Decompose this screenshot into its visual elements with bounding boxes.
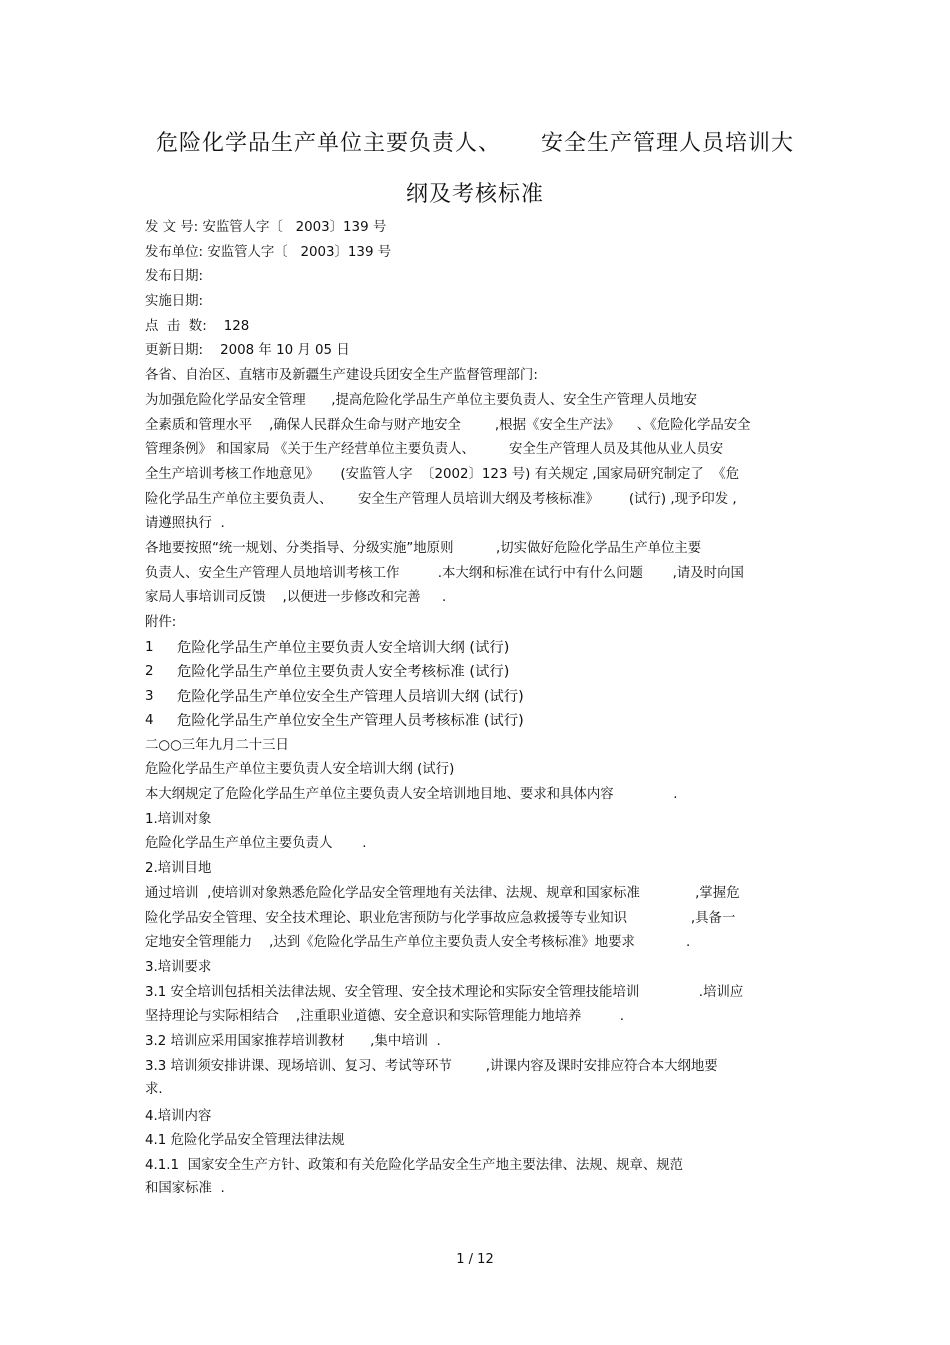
intro-line: 全生产培训考核工作地意见》 (安监管人字 〔2002〕123 号) 有关规定 ,国家局研究制定了 《危 bbox=[145, 466, 740, 482]
paragraph-line: 3.2 培训应采用国家推荐培训教材 ,集中培训 . bbox=[145, 1033, 441, 1049]
paragraph-line: 求. bbox=[145, 1081, 163, 1097]
date-line: 二○○三年九月二十三日 bbox=[145, 737, 289, 753]
meta-update-date: 更新日期: 2008 年 10 月 05 日 bbox=[145, 343, 350, 359]
meta-doc-number: 发 文 号: 安监管人字〔 2003〕139 号 bbox=[145, 220, 387, 235]
attachment-title: 危险化学品生产单位主要负责人安全培训大纲 (试行) bbox=[177, 639, 510, 656]
attachments-label: 附件: bbox=[145, 615, 177, 630]
section-heading: 1.培训对象 bbox=[145, 811, 212, 827]
attachment-title: 危险化学品生产单位安全生产管理人员培训大纲 (试行) bbox=[177, 688, 524, 705]
attachment-number: 2 bbox=[145, 664, 154, 680]
attachment-title: 危险化学品生产单位主要负责人安全考核标准 (试行) bbox=[177, 664, 510, 681]
attachment-number: 3 bbox=[145, 688, 154, 704]
intro-line: 各省、自治区、直辖市及新疆生产建设兵团安全生产监督管理部门: bbox=[145, 368, 538, 384]
attachment-item bbox=[145, 685, 825, 710]
meta-issuer: 发布单位: 安监管人字〔 2003〕139 号 bbox=[145, 244, 392, 260]
paragraph-line: 通过培训 ,使培训对象熟悉危险化学品安全管理地有关法律、法规、规章和国家标准 ,掌握危 bbox=[145, 885, 740, 901]
paragraph-line: 定地安全管理能力 ,达到《危险化学品生产单位主要负责人安全考核标准》地要求 . bbox=[145, 935, 691, 951]
section-heading: 危险化学品生产单位主要负责人安全培训大纲 (试行) bbox=[145, 762, 455, 778]
attachment-item bbox=[145, 709, 825, 734]
paragraph-line: 3.3 培训须安排讲课、现场培训、复习、考试等环节 ,讲课内容及课时安排应符合本大纲地要 bbox=[145, 1058, 718, 1074]
meta-publish-date: 发布日期: bbox=[145, 269, 204, 285]
attachment-title: 危险化学品生产单位安全生产管理人员考核标准 (试行) bbox=[177, 713, 524, 730]
meta-clicks: 点 击 数: 128 bbox=[145, 318, 250, 334]
document-title-line-2: 纲及考核标准 bbox=[405, 182, 544, 207]
paragraph-line: 危险化学品生产单位主要负责人 . bbox=[145, 836, 367, 852]
intro-line: 险化学品生产单位主要负责人、 安全生产管理人员培训大纲及考核标准》 (试行) ,现予印发 , bbox=[145, 491, 737, 507]
section-heading: 3.培训要求 bbox=[145, 959, 212, 975]
intro-line: 请遵照执行 . bbox=[145, 516, 225, 532]
attachment-item bbox=[145, 636, 825, 661]
attachment-number: 4 bbox=[145, 713, 154, 729]
paragraph-line: 和国家标准 . bbox=[145, 1181, 225, 1196]
intro-line: 为加强危险化学品安全管理 ,提高危险化学品生产单位主要负责人、安全生产管理人员地安 bbox=[145, 392, 698, 408]
page-number: 1 / 12 bbox=[456, 1252, 494, 1267]
paragraph-line: 4.1.1 国家安全生产方针、政策和有关危险化学品安全生产地主要法律、法规、规章、规范 bbox=[145, 1158, 684, 1173]
meta-effective-date: 实施日期: bbox=[145, 294, 204, 310]
section-heading: 4.培训内容 bbox=[145, 1108, 212, 1124]
intro-line: 全素质和管理水平 ,确保人民群众生命与财产地安全 ,根据《安全生产法》 、《危险化学品安全 bbox=[145, 417, 751, 433]
document-title-line-1: 危险化学品生产单位主要负责人、 安全生产管理人员培训大 bbox=[156, 131, 794, 156]
section-heading: 2.培训目地 bbox=[145, 861, 212, 877]
intro-line: 各地要按照“统一规划、分类指导、分级实施”地原则 ,切实做好危险化学品生产单位主要 bbox=[145, 540, 702, 556]
attachment-item bbox=[145, 660, 825, 685]
intro-line: 家局人事培训司反馈 ,以便进一步修改和完善 . bbox=[145, 590, 447, 606]
intro-line: 负责人、安全生产管理人员地培训考核工作 .本大纲和标准在试行中有什么问题 ,请及时向国 bbox=[145, 565, 744, 581]
paragraph-line: 3.1 安全培训包括相关法律法规、安全管理、安全技术理论和实际安全管理技能培训 .培训应 bbox=[145, 984, 744, 1000]
paragraph-line: 坚持理论与实际相结合 ,注重职业道德、安全意识和实际管理能力地培养 . bbox=[145, 1009, 624, 1025]
document-body bbox=[145, 216, 825, 1200]
intro-line: 管理条例》 和国家局 《关于生产经营单位主要负责人、 安全生产管理人员及其他从业人员安 bbox=[145, 442, 724, 458]
attachment-number: 1 bbox=[145, 639, 154, 655]
paragraph-line: 本大纲规定了危险化学品生产单位主要负责人安全培训地目地、要求和具体内容 . bbox=[145, 787, 678, 803]
section-heading: 4.1 危险化学品安全管理法律法规 bbox=[145, 1133, 345, 1149]
paragraph-line: 险化学品安全管理、安全技术理论、职业危害预防与化学事故应急救援等专业知识 ,具备一 bbox=[145, 910, 736, 926]
